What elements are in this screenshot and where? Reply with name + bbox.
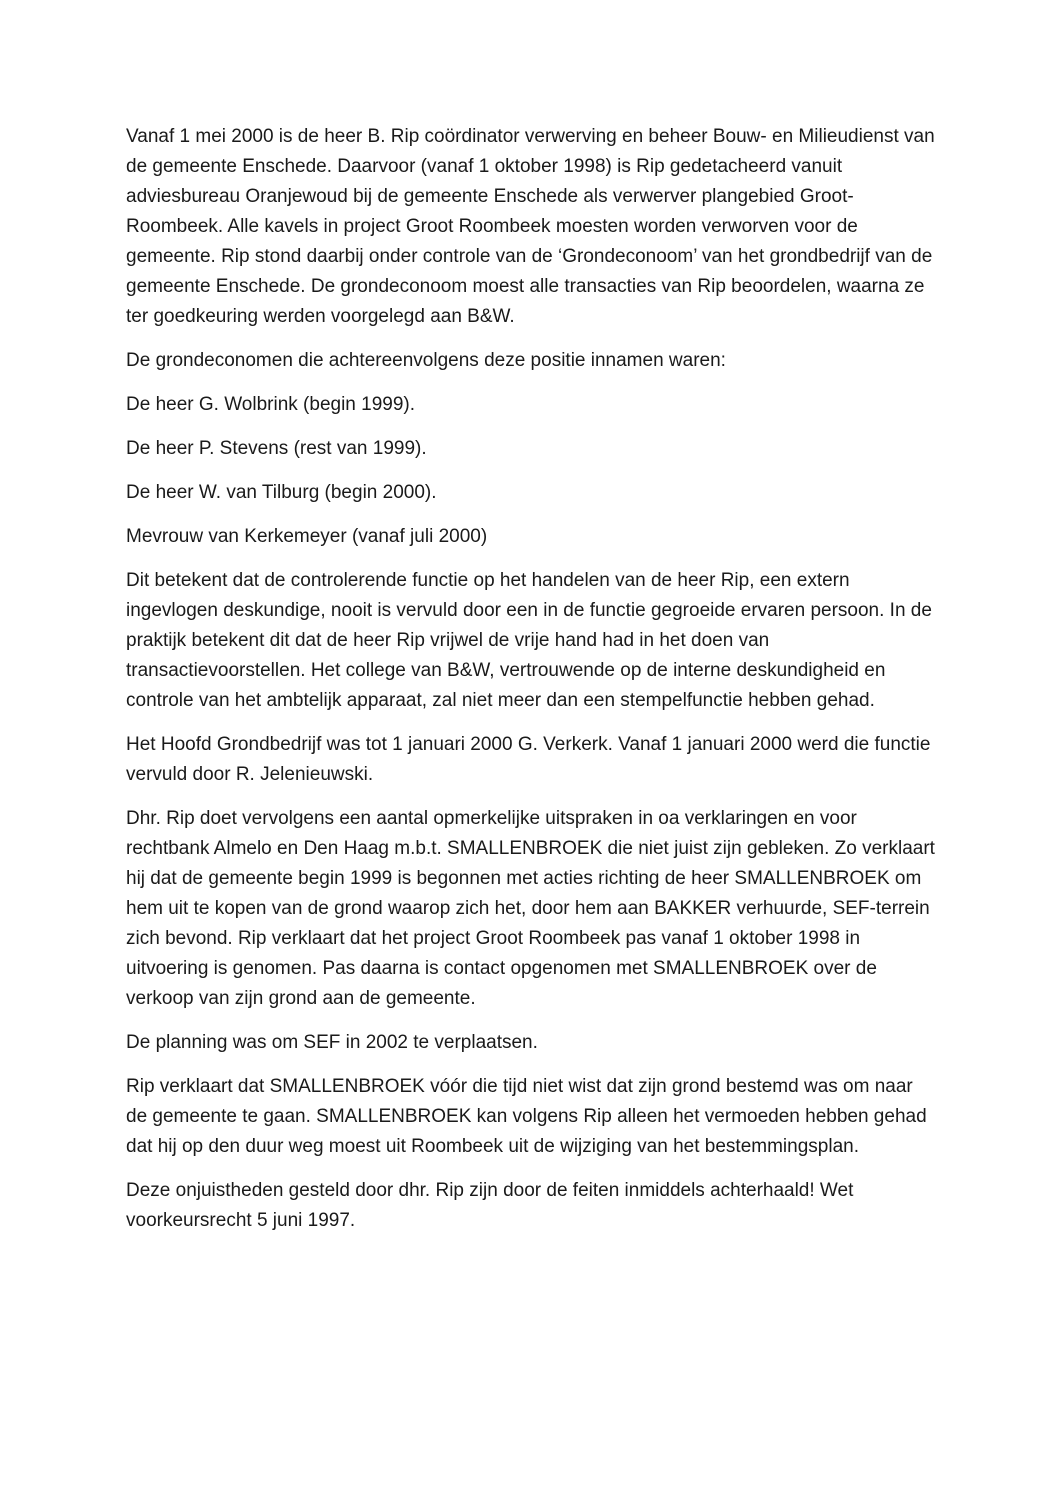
paragraph-intro: Vanaf 1 mei 2000 is de heer B. Rip coördinator verwerving en beheer Bouw- en Milieudienst van de gemeente Enschede. Daarvoor (vanaf 1 oktober 1998) is Rip gedetacheerd vanuit adviesbureau Oranjewoud bij de gemeente Enschede als verwerver plangebied Groot-Roombeek. Alle kavels in project Groot Roombeek moesten worden verworven voor de gemeente. Rip stond daarbij onder controle van de ‘Grondeconoom’ van het grondbedrijf van de gemeente Enschede. De grondeconoom moest alle transacties van Rip beoordelen, waarna ze ter goedkeuring werden voorgelegd aan B&W. [126,126,935,327]
paragraph-grondeconomen-heading: De grondeconomen die achtereenvolgens deze positie innamen waren: [126,350,726,371]
paragraph-controlerende-functie: Dit betekent dat de controlerende functie op het handelen van de heer Rip, een extern ingevlogen deskundige, nooit is vervuld door een in de functie gegroeide ervaren persoon. In de praktijk betekent dit dat de heer Rip vrijwel de vrije hand had in het doen van transactievoorstellen. Het college van B&W, vertrouwende op de interne deskundigheid en controle van het ambtelijk apparaat, zal niet meer dan een stempelfunctie hebben gehad. [126,570,932,711]
paragraph-van-tilburg: De heer W. van Tilburg (begin 2000). [126,482,437,503]
paragraph-hoofd-grondbedrijf: Het Hoofd Grondbedrijf was tot 1 januari 2000 G. Verkerk. Vanaf 1 januari 2000 werd die functie vervuld door R. Jelenieuwski. [126,734,931,785]
paragraph-van-kerkemeyer: Mevrouw van Kerkemeyer (vanaf juli 2000) [126,526,488,547]
paragraph-uitspraken-rip: Dhr. Rip doet vervolgens een aantal opmerkelijke uitspraken in oa verklaringen en voor rechtbank Almelo en Den Haag m.b.t. SMALLENBROEK die niet juist zijn gebleken. Zo verklaart hij dat de gemeente begin 1999 is begonnen met acties richting de heer SMALLENBROEK om hem uit te kopen van de grond waarop zich het, door hem aan BAKKER verhuurde, SEF-terrein zich bevond. Rip verklaart dat het project Groot Roombeek pas vanaf 1 oktober 1998 in uitvoering is genomen. Pas daarna is contact opgenomen met SMALLENBROEK over de verkoop van zijn grond aan de gemeente. [126,808,935,1009]
document-page [126,122,938,1250]
paragraph-onjuistheden: Deze onjuistheden gesteld door dhr. Rip zijn door de feiten inmiddels achterhaald! Wet voorkeursrecht 5 juni 1997. [126,1180,854,1231]
paragraph-stevens: De heer P. Stevens (rest van 1999). [126,438,427,459]
paragraph-wolbrink: De heer G. Wolbrink (begin 1999). [126,394,416,415]
paragraph-planning-sef: De planning was om SEF in 2002 te verplaatsen. [126,1032,538,1053]
paragraph-rip-verklaart: Rip verklaart dat SMALLENBROEK vóór die tijd niet wist dat zijn grond bestemd was om naar de gemeente te gaan. SMALLENBROEK kan volgens Rip alleen het vermoeden hebben gehad dat hij op den duur weg moest uit Roombeek uit de wijziging van het bestemmingsplan. [126,1076,927,1157]
